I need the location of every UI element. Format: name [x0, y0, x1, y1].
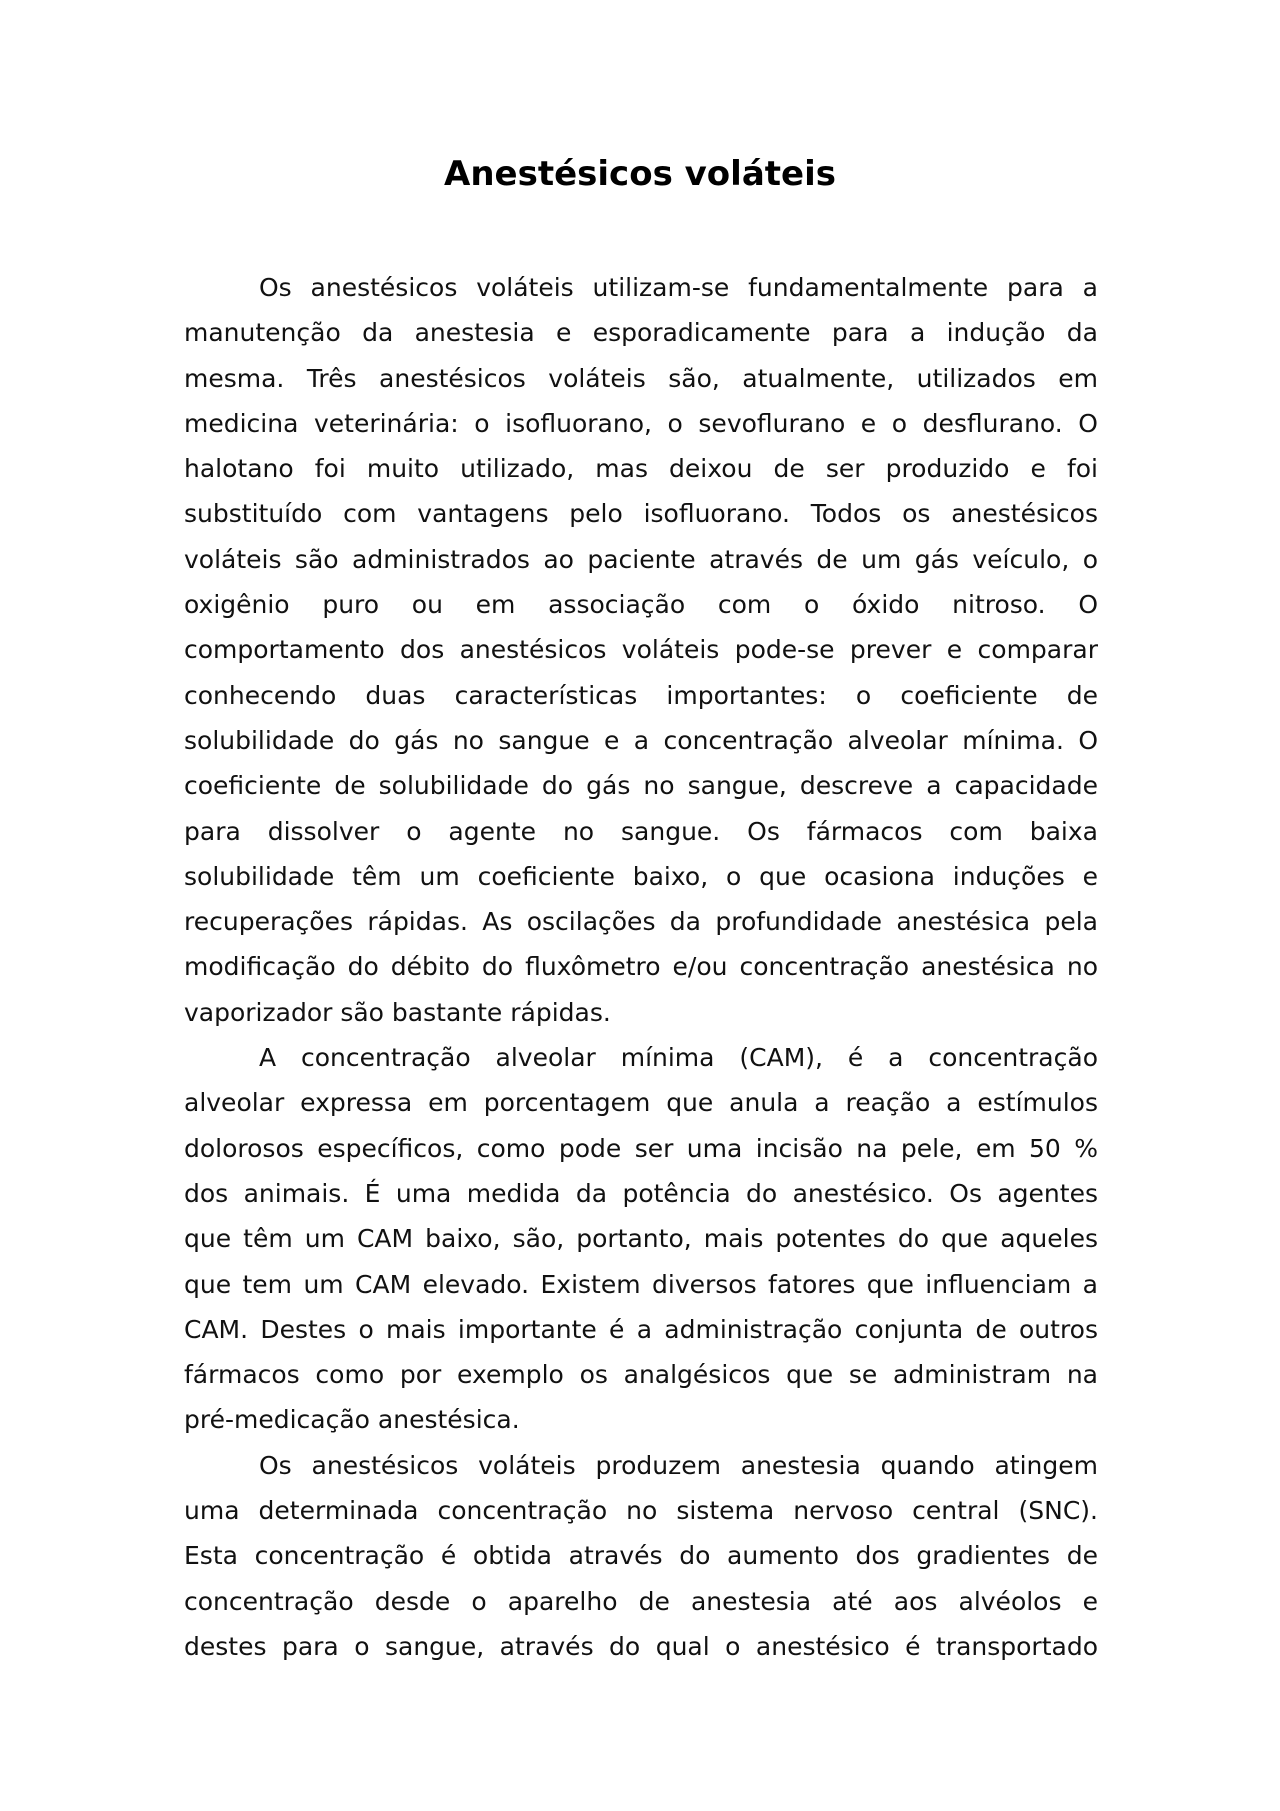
text-line: que têm um CAM baixo, são, portanto, mais potentes do que aqueles [184, 1224, 1098, 1254]
text-line: solubilidade do gás no sangue e a concentração alveolar mínima. O [184, 725, 1098, 755]
text-line: A concentração alveolar mínima (CAM), é a concentração [259, 1043, 1098, 1073]
text-line: comportamento dos anestésicos voláteis pode-se prever e comparar [184, 635, 1098, 665]
text-line: Os anestésicos voláteis utilizam-se fundamentalmente para a [259, 273, 1098, 302]
document-title: Anestésicos voláteis [444, 154, 836, 194]
text-line: mesma. Três anestésicos voláteis são, atualmente, utilizados em [184, 363, 1098, 393]
text-line: Os anestésicos voláteis produzem anestesia quando atingem [259, 1450, 1098, 1480]
paragraph [184, 1443, 1098, 1669]
text-line: Esta concentração é obtida através do aumento dos gradientes de [184, 1541, 1098, 1571]
text-line: para dissolver o agente no sangue. Os fármacos com baixa [184, 816, 1098, 846]
text-line: uma determinada concentração no sistema nervoso central (SNC). [184, 1496, 1098, 1526]
text-line: oxigênio puro ou em associação com o óxido nitroso. O [184, 590, 1098, 620]
text-line: pré-medicação anestésica. [184, 1405, 520, 1435]
text-line: vaporizador são bastante rápidas. [184, 997, 611, 1027]
text-line: destes para o sangue, através do qual o anestésico é transportado [184, 1631, 1098, 1661]
paragraph [184, 1035, 1098, 1443]
text-line: concentração desde o aparelho de anestesia até aos alvéolos e [184, 1586, 1098, 1616]
text-line: fármacos como por exemplo os analgésicos que se administram na [184, 1360, 1098, 1390]
text-line: solubilidade têm um coeficiente baixo, o que ocasiona induções e [184, 861, 1098, 891]
text-line: substituído com vantagens pelo isofluorano. Todos os anestésicos [184, 499, 1098, 529]
text-line: dolorosos específicos, como pode ser uma incisão na pele, em 50 % [184, 1133, 1098, 1163]
text-line: halotano foi muito utilizado, mas deixou de ser produzido e foi [184, 454, 1098, 484]
text-line: que tem um CAM elevado. Existem diversos fatores que influenciam a [184, 1269, 1098, 1299]
text-line: voláteis são administrados ao paciente através de um gás veículo, o [184, 544, 1098, 574]
text-line: dos animais. É uma medida da potência do anestésico. Os agentes [184, 1178, 1098, 1208]
text-line: manutenção da anestesia e esporadicamente para a indução da [184, 318, 1098, 348]
text-line: coeficiente de solubilidade do gás no sangue, descreve a capacidade [184, 771, 1098, 801]
text-line: CAM. Destes o mais importante é a administração conjunta de outros [184, 1314, 1098, 1344]
text-line: modificação do débito do fluxômetro e/ou concentração anestésica no [184, 952, 1098, 982]
paragraph [184, 265, 1098, 1035]
text-line: conhecendo duas características importantes: o coeficiente de [184, 680, 1098, 710]
text-line: alveolar expressa em porcentagem que anula a reação a estímulos [184, 1088, 1098, 1118]
document-body [184, 265, 1098, 1669]
text-line: medicina veterinária: o isofluorano, o sevoflurano e o desflurano. O [184, 408, 1098, 438]
text-line: recuperações rápidas. As oscilações da profundidade anestésica pela [184, 907, 1098, 937]
